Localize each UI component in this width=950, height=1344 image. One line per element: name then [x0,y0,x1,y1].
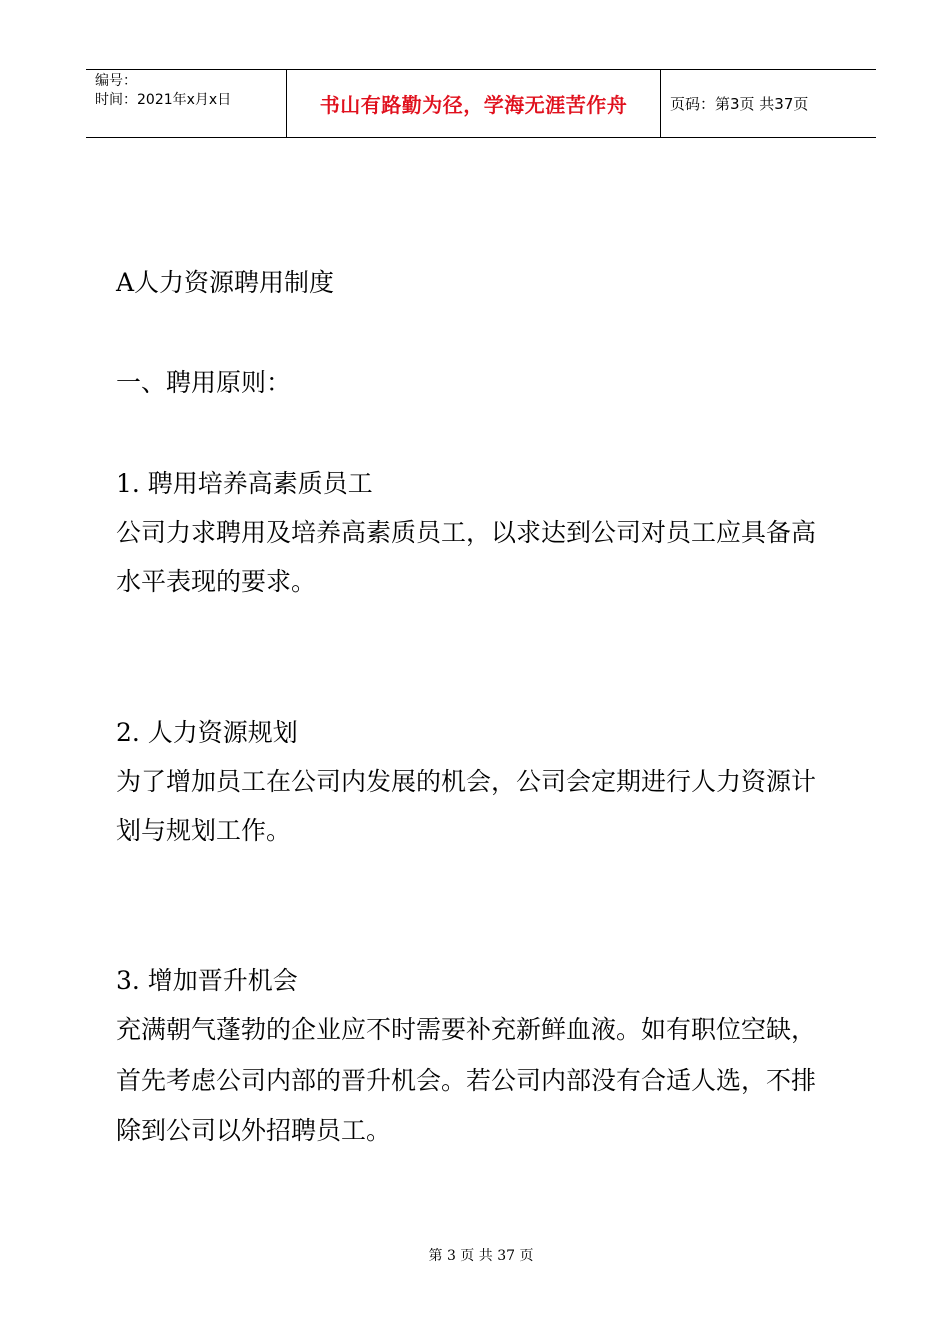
document-time: 时间：2021年x月x日 [95,92,232,108]
paragraph-line: 首先考虑公司内部的晋升机会。若公司内部没有合适人选，不排 [116,1066,817,1095]
section-heading: 一、聘用原则： [116,368,292,397]
header-motto: 书山有路勤为径，学海无涯苦作舟 [287,70,661,137]
document-number: 编号： [95,73,137,89]
page-header [86,69,876,138]
document-title: A人力资源聘用制度 [116,268,335,297]
paragraph-line: 公司力求聘用及培养高素质员工，以求达到公司对员工应具备高 [116,518,817,547]
item-heading: 3. 增加晋升机会 [116,966,298,995]
paragraph-line: 为了增加员工在公司内发展的机会，公司会定期进行人力资源计 [116,767,817,796]
paragraph-line: 划与规划工作。 [116,816,292,845]
item-heading: 1. 聘用培养高素质员工 [116,469,373,498]
paragraph-line: 除到公司以外招聘员工。 [116,1116,392,1145]
paragraph-line: 水平表现的要求。 [116,567,317,596]
paragraph-line: 充满朝气蓬勃的企业应不时需要补充新鲜血液。如有职位空缺， [116,1015,817,1044]
header-meta [86,70,287,137]
page-footer: 第 3 页 共 37 页 [428,1248,534,1264]
header-page-info: 页码：第3页 共37页 [670,95,809,113]
item-heading: 2. 人力资源规划 [116,718,298,747]
